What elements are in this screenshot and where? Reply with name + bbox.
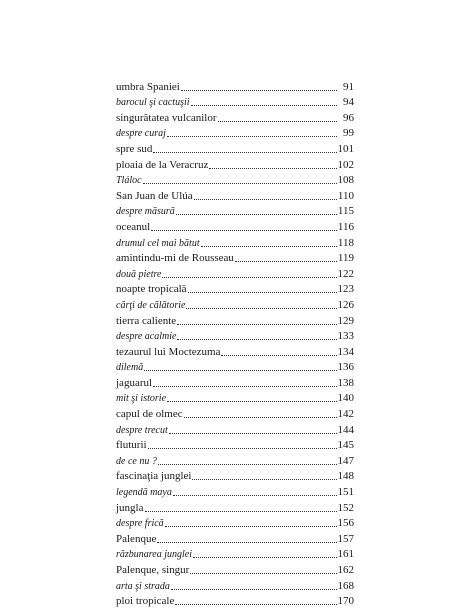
toc-entry	[116, 594, 354, 609]
toc-entry-title: amintindu-mi de Rousseau	[116, 252, 234, 265]
toc-entry-title: tierra caliente	[116, 314, 177, 327]
toc-entry-page-number: 152	[337, 501, 354, 514]
toc-entry-title: răzbunarea junglei	[116, 549, 193, 561]
dot-leader	[184, 417, 337, 418]
toc-entry-page-number: 99	[343, 127, 354, 140]
toc-entry	[116, 141, 354, 157]
dot-leader	[165, 526, 337, 527]
toc-entry	[116, 219, 354, 235]
toc-entry-page-number: 96	[343, 111, 354, 124]
toc-entry-title: despre acalmie	[116, 331, 177, 343]
toc-entry	[116, 204, 354, 220]
toc-entry	[116, 344, 354, 360]
toc-entry-title: fascinaţia junglei	[116, 470, 192, 483]
toc-entry	[116, 313, 354, 329]
toc-entry-title: noapte tropicală	[116, 283, 187, 296]
toc-entry-title: capul de olmec	[116, 408, 183, 421]
toc-entry-page-number: 91	[343, 80, 354, 93]
toc-entry-page-number: 147	[337, 454, 354, 467]
toc-entry-page-number: 161	[337, 548, 354, 561]
toc-entry-page-number: 133	[337, 330, 354, 343]
dot-leader	[167, 136, 337, 137]
toc-entry	[116, 500, 354, 516]
toc-entry-page-number: 156	[337, 517, 354, 530]
toc-entry-page-number: 148	[337, 470, 354, 483]
dot-leader	[188, 292, 337, 293]
toc-entry	[116, 562, 354, 578]
toc-entry-title: Tláloc	[116, 175, 142, 187]
toc-entry-page-number: 119	[337, 252, 354, 265]
toc-entry	[116, 157, 354, 173]
dot-leader	[193, 557, 336, 558]
toc-entry	[116, 126, 354, 142]
dot-leader	[190, 573, 336, 574]
toc-entry-page-number: 122	[337, 267, 354, 280]
toc-entry-title: jungla	[116, 501, 144, 514]
toc-entry-page-number: 115	[337, 205, 354, 218]
dot-leader	[177, 324, 336, 325]
toc-entry-title: cărţi de călătorie	[116, 299, 186, 311]
toc-entry-title: tezaurul lui Moctezuma	[116, 345, 221, 358]
dot-leader	[171, 589, 337, 590]
toc-entry	[116, 547, 354, 563]
dot-leader	[144, 370, 336, 371]
toc-entry-page-number: 118	[337, 236, 354, 249]
dot-leader	[153, 152, 336, 153]
dot-leader	[145, 511, 337, 512]
toc-entry-title: mit şi istorie	[116, 393, 167, 405]
toc-entry-title: Palenque	[116, 532, 157, 545]
toc-entry-title: arta şi strada	[116, 580, 170, 592]
dot-leader	[167, 401, 336, 402]
toc-entry-title: fluturii	[116, 439, 147, 452]
toc-entry	[116, 360, 354, 376]
toc-entry	[116, 79, 354, 95]
dot-leader	[186, 308, 336, 309]
toc-entry-page-number: 140	[337, 392, 354, 405]
dot-leader	[201, 246, 337, 247]
toc-entry-title: singurătatea vulcanilor	[116, 111, 217, 124]
toc-entry-page-number: 94	[343, 96, 354, 109]
toc-entry	[116, 578, 354, 594]
toc-entry-page-number: 116	[337, 220, 354, 233]
toc-entry	[116, 329, 354, 345]
toc-entry-title: drumul cel mai bătut	[116, 237, 200, 249]
toc-entry	[116, 251, 354, 267]
toc-entry	[116, 406, 354, 422]
table-of-contents	[116, 79, 354, 609]
dot-leader	[191, 105, 337, 106]
toc-entry-title: despre măsură	[116, 206, 175, 218]
toc-entry-page-number: 151	[337, 486, 354, 499]
toc-entry-title: jaguarul	[116, 376, 153, 389]
dot-leader	[157, 542, 336, 543]
toc-entry	[116, 235, 354, 251]
toc-entry-page-number: 110	[337, 189, 354, 202]
toc-entry	[116, 422, 354, 438]
toc-entry-page-number: 129	[337, 314, 354, 327]
toc-entry	[116, 110, 354, 126]
toc-entry-title: umbra Spaniei	[116, 80, 180, 93]
toc-entry	[116, 266, 354, 282]
toc-entry-title: despre frică	[116, 518, 164, 530]
dot-leader	[153, 386, 336, 387]
toc-entry	[116, 438, 354, 454]
toc-entry-title: Palenque, singur	[116, 564, 190, 576]
dot-leader	[148, 448, 337, 449]
toc-entry-title: două pietre	[116, 268, 162, 280]
dot-leader	[151, 230, 337, 231]
toc-entry	[116, 469, 354, 485]
dot-leader	[192, 479, 336, 480]
toc-entry-page-number: 101	[337, 142, 354, 155]
toc-entry-page-number: 108	[337, 174, 354, 187]
dot-leader	[209, 168, 336, 169]
dot-leader	[177, 339, 336, 340]
dot-leader	[175, 604, 336, 605]
toc-entry-page-number: 162	[337, 564, 354, 576]
toc-entry-page-number: 145	[337, 439, 354, 452]
toc-entry-page-number: 168	[337, 579, 354, 592]
dot-leader	[162, 277, 336, 278]
toc-entry-title: ploaia de la Veracruz	[116, 158, 209, 171]
toc-entry-title: dilemă	[116, 362, 144, 374]
dot-leader	[169, 433, 337, 434]
toc-entry	[116, 173, 354, 189]
toc-entry-page-number: 123	[337, 283, 354, 296]
toc-entry	[116, 375, 354, 391]
toc-entry	[116, 282, 354, 298]
toc-entry	[116, 453, 354, 469]
dot-leader	[176, 214, 337, 215]
toc-entry-title: de ce nu ?	[116, 455, 157, 467]
dot-leader	[218, 121, 338, 122]
toc-entry-page-number: 126	[337, 298, 354, 311]
toc-entry-page-number: 144	[337, 423, 354, 436]
toc-entry	[116, 95, 354, 111]
toc-entry-title: spre sud	[116, 142, 153, 155]
toc-entry	[116, 188, 354, 204]
toc-entry-title: despre trecut	[116, 424, 168, 436]
toc-entry	[116, 297, 354, 313]
toc-entry-page-number: 134	[337, 345, 354, 358]
dot-leader	[221, 355, 336, 356]
toc-entry-title: San Juan de Ulúa	[116, 189, 193, 202]
dot-leader	[181, 90, 337, 91]
toc-entry-page-number: 157	[337, 532, 354, 545]
toc-entry	[116, 484, 354, 500]
dot-leader	[173, 495, 337, 496]
toc-entry	[116, 516, 354, 532]
toc-entry-title: ploi tropicale	[116, 595, 175, 608]
toc-entry-title: barocul şi cactuşii	[116, 97, 190, 109]
dot-leader	[194, 199, 337, 200]
toc-entry-page-number: 142	[337, 408, 354, 421]
toc-entry-page-number: 138	[337, 376, 354, 389]
toc-entry-page-number: 170	[337, 595, 354, 608]
toc-entry	[116, 391, 354, 407]
dot-leader	[143, 183, 337, 184]
dot-leader	[158, 464, 337, 465]
toc-entry-title: despre curaj	[116, 128, 166, 140]
toc-entry-page-number: 102	[337, 158, 354, 171]
toc-entry-title: legendă maya	[116, 487, 172, 499]
toc-entry-title: oceanul	[116, 220, 151, 233]
toc-entry-page-number: 136	[337, 361, 354, 374]
toc-entry	[116, 531, 354, 547]
dot-leader	[235, 261, 337, 262]
